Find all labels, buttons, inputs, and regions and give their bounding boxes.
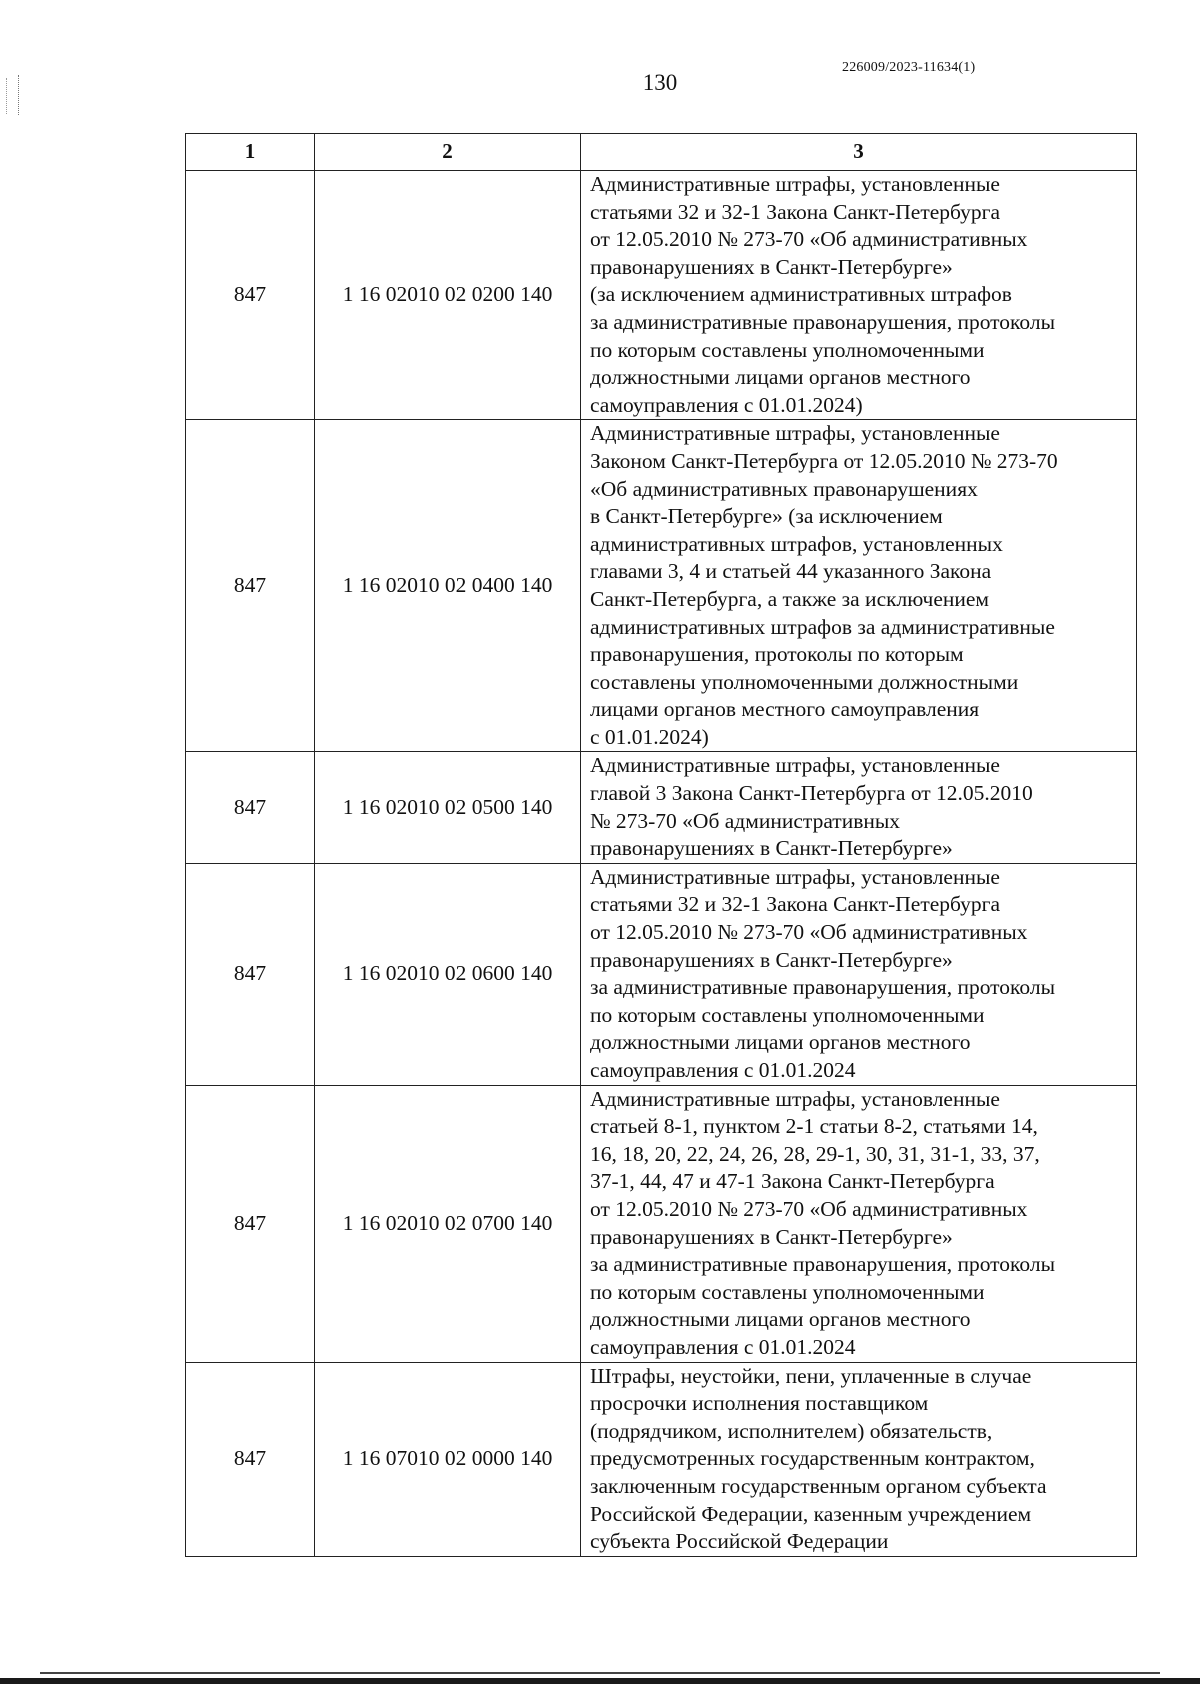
- table-row: [186, 752, 1137, 863]
- description-line: (подрядчиком, исполнителем) обязательств,: [590, 1418, 993, 1443]
- description-line: правонарушения, протоколы по которым: [590, 642, 964, 667]
- description-line: самоуправления с 01.01.2024: [590, 1334, 856, 1359]
- description-line: Административные штрафы, установленные: [590, 1086, 1000, 1111]
- column-header-3: 3: [581, 134, 1137, 171]
- admin-code-cell: 847: [186, 1085, 315, 1362]
- description-line: статьями 32 и 32-1 Закона Санкт-Петербурга: [590, 892, 1000, 917]
- scan-margin-mark: [18, 75, 21, 115]
- kbk-code-cell: 1 16 02010 02 0200 140: [315, 171, 581, 420]
- table-row: [186, 420, 1137, 752]
- description-line: 16, 18, 20, 22, 24, 26, 28, 29-1, 30, 31, 31-1, 33, 37,: [590, 1141, 1040, 1166]
- description-line: за административные правонарушения, протоколы: [590, 975, 1056, 1000]
- description-cell: [581, 1085, 1137, 1362]
- scan-bottom-edge: [40, 1672, 1160, 1674]
- admin-code-cell: 847: [186, 863, 315, 1085]
- description-line: главой 3 Закона Санкт-Петербурга от 12.05.2010: [590, 781, 1033, 806]
- description-line: административных штрафов, установленных: [590, 531, 1003, 556]
- description-line: административных штрафов за административные: [590, 614, 1055, 639]
- description-line: просрочки исполнения поставщиком: [590, 1391, 929, 1416]
- admin-code-cell: 847: [186, 1362, 315, 1556]
- document-id: 226009/2023-11634(1): [842, 60, 976, 75]
- description-line: по которым составлены уполномоченными: [590, 1002, 985, 1027]
- description-line: (за исключением административных штрафов: [590, 282, 1012, 307]
- column-header-1: 1: [186, 134, 315, 171]
- description-line: с 01.01.2024): [590, 724, 709, 749]
- description-cell: [581, 171, 1137, 420]
- kbk-code-cell: 1 16 02010 02 0400 140: [315, 420, 581, 752]
- description-line: по которым составлены уполномоченными: [590, 1279, 985, 1304]
- description-line: от 12.05.2010 № 273-70 «Об административных: [590, 920, 1028, 945]
- admin-code-cell: 847: [186, 420, 315, 752]
- description-line: Административные штрафы, установленные: [590, 753, 1000, 778]
- description-line: составлены уполномоченными должностными: [590, 669, 1019, 694]
- table-row: [186, 1085, 1137, 1362]
- table-row: [186, 1362, 1137, 1556]
- description-cell: [581, 752, 1137, 863]
- description-line: субъекта Российской Федерации: [590, 1529, 889, 1554]
- description-line: Административные штрафы, установленные: [590, 421, 1000, 446]
- description-cell: [581, 1362, 1137, 1556]
- page-number: 130: [642, 70, 678, 95]
- kbk-code-cell: 1 16 07010 02 0000 140: [315, 1362, 581, 1556]
- description-line: «Об административных правонарушениях: [590, 476, 978, 501]
- description-line: по которым составлены уполномоченными: [590, 337, 985, 362]
- description-cell: [581, 420, 1137, 752]
- description-line: за административные правонарушения, протоколы: [590, 309, 1056, 334]
- description-line: лицами органов местного самоуправления: [590, 697, 980, 722]
- description-line: от 12.05.2010 № 273-70 «Об административных: [590, 1196, 1028, 1221]
- kbk-code-cell: 1 16 02010 02 0700 140: [315, 1085, 581, 1362]
- description-line: 37-1, 44, 47 и 47-1 Закона Санкт-Петербурга: [590, 1169, 995, 1194]
- description-line: должностными лицами органов местного: [590, 1030, 971, 1055]
- table-row: [186, 863, 1137, 1085]
- description-line: за административные правонарушения, протоколы: [590, 1252, 1056, 1277]
- kbk-code-cell: 1 16 02010 02 0600 140: [315, 863, 581, 1085]
- revenue-codes-table: [185, 133, 1137, 1557]
- description-line: должностными лицами органов местного: [590, 365, 971, 390]
- description-line: статьей 8-1, пунктом 2-1 статьи 8-2, статьями 14,: [590, 1114, 1038, 1139]
- description-line: в Санкт-Петербурге» (за исключением: [590, 504, 943, 529]
- admin-code-cell: 847: [186, 752, 315, 863]
- description-line: главами 3, 4 и статьей 44 указанного Закона: [590, 559, 992, 584]
- description-line: от 12.05.2010 № 273-70 «Об административных: [590, 227, 1028, 252]
- table-row: [186, 171, 1137, 420]
- description-line: правонарушениях в Санкт-Петербурге»: [590, 254, 953, 279]
- kbk-code-cell: 1 16 02010 02 0500 140: [315, 752, 581, 863]
- description-line: Административные штрафы, установленные: [590, 864, 1000, 889]
- description-line: правонарушениях в Санкт-Петербурге»: [590, 947, 953, 972]
- description-line: самоуправления с 01.01.2024): [590, 392, 863, 417]
- description-line: Административные штрафы, установленные: [590, 172, 1000, 196]
- description-line: Штрафы, неустойки, пени, уплаченные в случае: [590, 1363, 1032, 1388]
- description-line: предусмотренных государственным контрактом,: [590, 1446, 1035, 1471]
- description-line: Санкт-Петербурга, а также за исключением: [590, 586, 990, 611]
- description-line: правонарушениях в Санкт-Петербурге»: [590, 1224, 953, 1249]
- description-line: № 273-70 «Об административных: [590, 808, 901, 833]
- column-header-2: 2: [315, 134, 581, 171]
- admin-code-cell: 847: [186, 171, 315, 420]
- description-line: заключенным государственным органом субъекта: [590, 1473, 1047, 1498]
- description-line: должностными лицами органов местного: [590, 1307, 971, 1332]
- description-cell: [581, 863, 1137, 1085]
- description-line: Законом Санкт-Петербурга от 12.05.2010 № 273-70: [590, 448, 1058, 473]
- description-line: статьями 32 и 32-1 Закона Санкт-Петербурга: [590, 199, 1000, 224]
- description-line: правонарушениях в Санкт-Петербурге»: [590, 836, 953, 861]
- scan-bottom-bar: [0, 1678, 1200, 1684]
- scan-margin-mark: [6, 78, 9, 114]
- description-line: Российской Федерации, казенным учреждением: [590, 1501, 1032, 1526]
- description-line: самоуправления с 01.01.2024: [590, 1058, 856, 1082]
- table-header-row: [186, 134, 1137, 171]
